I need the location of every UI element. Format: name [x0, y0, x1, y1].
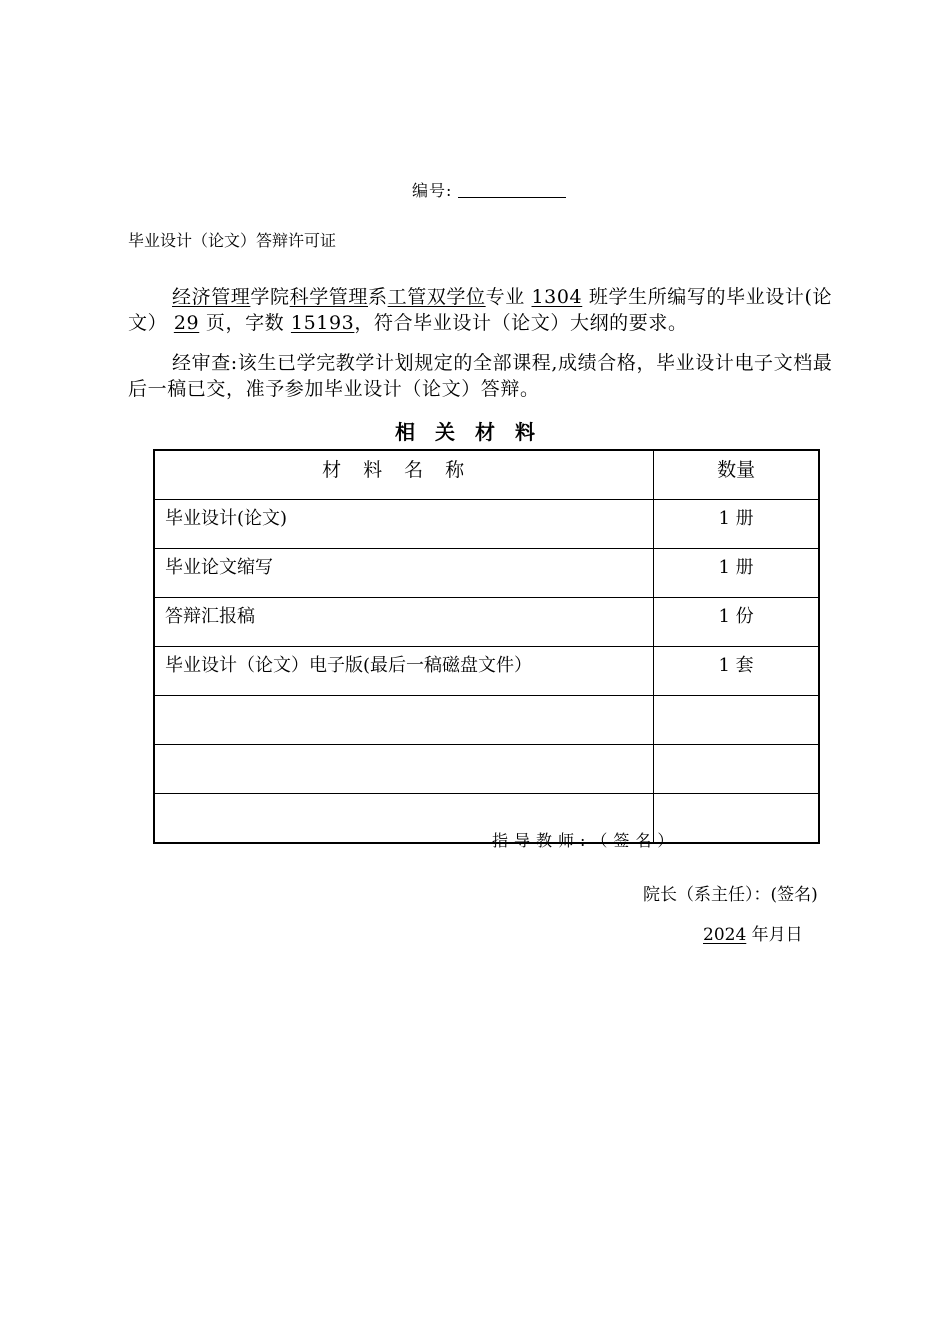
serial-number [412, 178, 566, 201]
department-name: 科学管理 [289, 286, 369, 308]
material-name [154, 745, 654, 794]
table-row [154, 549, 819, 598]
material-name [154, 696, 654, 745]
header-material-name: 材料名称 [154, 450, 654, 500]
material-name: 毕业设计(论文) [154, 500, 654, 549]
approval-paragraph [128, 284, 848, 336]
review-paragraph [128, 350, 848, 402]
material-name: 毕业设计（论文）电子版(最后一稿磁盘文件） [154, 647, 654, 696]
material-quantity: 1 册 [654, 549, 819, 598]
date-suffix: 年月日 [751, 925, 803, 945]
text-segment: 班学生所编写的毕业设计(论文） [128, 286, 833, 334]
header-quantity: 数量 [654, 450, 819, 500]
material-name: 答辩汇报稿 [154, 598, 654, 647]
serial-label: 编号: [412, 181, 453, 200]
material-quantity: 1 册 [654, 500, 819, 549]
table-row [154, 794, 819, 844]
serial-blank-line [458, 181, 566, 198]
material-quantity: 1 份 [654, 598, 819, 647]
table-row [154, 647, 819, 696]
page-count: 29 [173, 312, 200, 334]
signature-date [703, 920, 803, 945]
text-segment: 专业 [485, 286, 525, 308]
major-name: 工管双学位 [387, 286, 486, 308]
advisor-signature: 指导教师:（签名） [492, 831, 680, 850]
document-title: 毕业设计（论文）答辩许可证 [128, 231, 337, 250]
review-text: 经审查:该生已学完教学计划规定的全部课程,成绩合格，毕业设计电子文档最后一稿已交，准予参加毕业设计（论文）答辩。 [128, 352, 833, 400]
text-segment: 页，字数 [205, 312, 285, 334]
materials-table [153, 449, 820, 844]
material-quantity: 1 套 [654, 647, 819, 696]
material-quantity [654, 696, 819, 745]
material-name: 毕业论文缩写 [154, 549, 654, 598]
table-caption: 相关材料 [395, 420, 555, 444]
text-segment: 学院 [250, 286, 290, 308]
school-name: 经济管理 [172, 286, 251, 308]
table-row [154, 745, 819, 794]
table-header-row [154, 450, 819, 500]
table-row [154, 500, 819, 549]
date-year: 2024 [703, 925, 747, 945]
class-number: 1304 [531, 286, 583, 308]
table-row [154, 598, 819, 647]
text-segment: 系 [368, 286, 388, 308]
material-quantity [654, 745, 819, 794]
text-segment: ，符合毕业设计（论文）大纲的要求。 [354, 312, 688, 334]
word-count: 15193 [290, 312, 355, 334]
dean-signature: 院长（系主任）：(签名) [643, 885, 818, 905]
table-row [154, 696, 819, 745]
